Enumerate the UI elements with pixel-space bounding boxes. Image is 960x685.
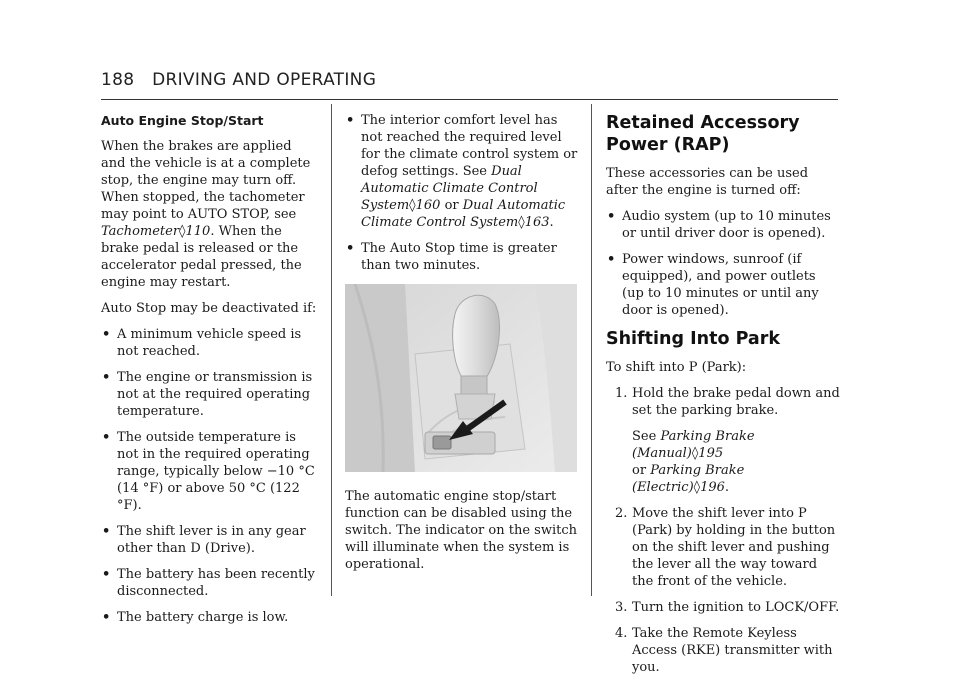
rap-heading: Retained Accessory Power (RAP) [606, 113, 800, 155]
bullet-icon: • [102, 327, 111, 342]
para-text: When the brakes are applied and the vehicle is at a complete stop, the engine may turn off. When stopped, the tachometer may point to AUTO STOP, see [101, 139, 311, 222]
header-rule [101, 99, 838, 100]
step-reference [632, 428, 840, 496]
list-item-text: The outside temperature is not in the required operating range, typically below −10 °C (14 °F) or above 50 °C (122 °F). [117, 430, 315, 513]
list-item [101, 523, 319, 557]
climate-page-ref-2[interactable]: 163 [524, 215, 550, 230]
tachometer-page-ref[interactable]: 110 [185, 224, 211, 239]
list-item-text: The engine or transmission is not at the required operating temperature. [117, 370, 313, 419]
column-divider-1 [331, 104, 332, 596]
step-number: 1. [615, 386, 628, 401]
page-header [101, 70, 376, 90]
list-item [345, 240, 579, 274]
step-item [606, 385, 840, 496]
column-divider-2 [591, 104, 592, 596]
shift-lever-photo [345, 284, 577, 472]
page-number: 188 [101, 70, 135, 90]
step-text: Turn the ignition to LOCK/OFF. [632, 600, 840, 615]
step-text: Hold the brake pedal down and set the parking brake. [632, 386, 840, 418]
shifting-intro: To shift into P (Park): [606, 360, 747, 375]
parking-brake-manual-link[interactable]: Parking Brake (Manual) [632, 429, 755, 461]
list-item [606, 208, 840, 242]
list-item-text: Audio system (up to 10 minutes or until driver door is opened). [622, 209, 831, 241]
step-item [606, 599, 840, 616]
ref-arrow-icon: ◊ [693, 480, 701, 495]
auto-stop-paragraph [101, 138, 319, 291]
rap-list [606, 208, 840, 319]
step-text: . [724, 480, 730, 495]
list-item-text: The battery has been recently disconnected. [117, 567, 315, 599]
deactivate-intro: Auto Stop may be deactivated if: [101, 301, 317, 316]
step-text: Move the shift lever into P (Park) by holding in the button on the shift lever and pushing the lever all the way toward the front of the vehicle. [632, 506, 836, 589]
bullet-icon: • [346, 241, 355, 256]
rap-intro: These accessories can be used after the engine is turned off: [606, 166, 809, 198]
bullet-icon: • [102, 370, 111, 385]
section-title: DRIVING AND OPERATING [152, 70, 377, 90]
parking-brake-electric-link[interactable]: Parking Brake (Electric) [632, 463, 745, 495]
bullet-icon: • [102, 430, 111, 445]
climate-page-ref-1[interactable]: 160 [415, 198, 441, 213]
auto-stop-heading: Auto Engine Stop/Start [101, 113, 264, 128]
ref-arrow-icon: ◊ [409, 198, 416, 213]
column-1 [101, 112, 319, 635]
parking-brake-electric-page[interactable]: 196 [700, 480, 725, 495]
list-item-text: Power windows, sunroof (if equipped), and power outlets (up to 10 minutes or until any door is opened). [622, 252, 819, 318]
deactivate-list [101, 326, 319, 626]
list-item [345, 112, 579, 231]
bullet-icon: • [346, 113, 355, 128]
step-text: Take the Remote Keyless Access (RKE) transmitter with you. [632, 626, 833, 675]
step-item [606, 505, 840, 590]
photo-caption: The automatic engine stop/start function can be disabled using the switch. The indicator on the switch will illuminate when the system is operational. [345, 489, 577, 572]
deactivate-list-continued [345, 112, 579, 274]
bullet-icon: • [607, 209, 616, 224]
list-item [101, 609, 319, 626]
ref-arrow-icon: ◊ [518, 215, 525, 230]
step-number: 4. [615, 626, 628, 641]
list-item [101, 369, 319, 420]
bullet-icon: • [102, 610, 111, 625]
para-text: . When the brake pedal is released or the accelerator pedal pressed, the engine may restart. [101, 224, 302, 290]
parking-brake-manual-page[interactable]: 195 [698, 446, 724, 461]
list-item-text: or [440, 198, 463, 213]
climate-control-link-1[interactable]: Dual Automatic Climate Control System [361, 164, 538, 213]
list-item-text: The shift lever is in any gear other than D (Drive). [117, 524, 306, 556]
tachometer-link[interactable]: Tachometer [101, 224, 180, 239]
shifting-steps [606, 385, 840, 676]
step-text: See [632, 429, 661, 444]
climate-control-link-2[interactable]: Dual Automatic Climate Control System [361, 198, 566, 230]
step-number: 3. [615, 600, 628, 615]
shifting-park-heading: Shifting Into Park [606, 329, 781, 349]
ref-arrow-icon: ◊ [179, 224, 186, 239]
list-item-text: The Auto Stop time is greater than two minutes. [361, 241, 557, 273]
list-item-text: . [549, 215, 554, 230]
column-2 [345, 112, 579, 582]
list-item-text: The battery charge is low. [117, 610, 289, 625]
list-item [101, 326, 319, 360]
bullet-icon: • [102, 524, 111, 539]
step-text: or [632, 463, 651, 478]
list-item [606, 251, 840, 319]
list-item-text: The interior comfort level has not reached the required level for the climate control system or defog settings. See [361, 113, 578, 179]
list-item [101, 566, 319, 600]
list-item-text: A minimum vehicle speed is not reached. [117, 327, 302, 359]
ref-arrow-icon: ◊ [691, 446, 699, 461]
bullet-icon: • [607, 252, 616, 267]
bullet-icon: • [102, 567, 111, 582]
column-3 [606, 112, 840, 685]
list-item [101, 429, 319, 514]
step-number: 2. [615, 506, 628, 521]
step-item [606, 625, 840, 676]
